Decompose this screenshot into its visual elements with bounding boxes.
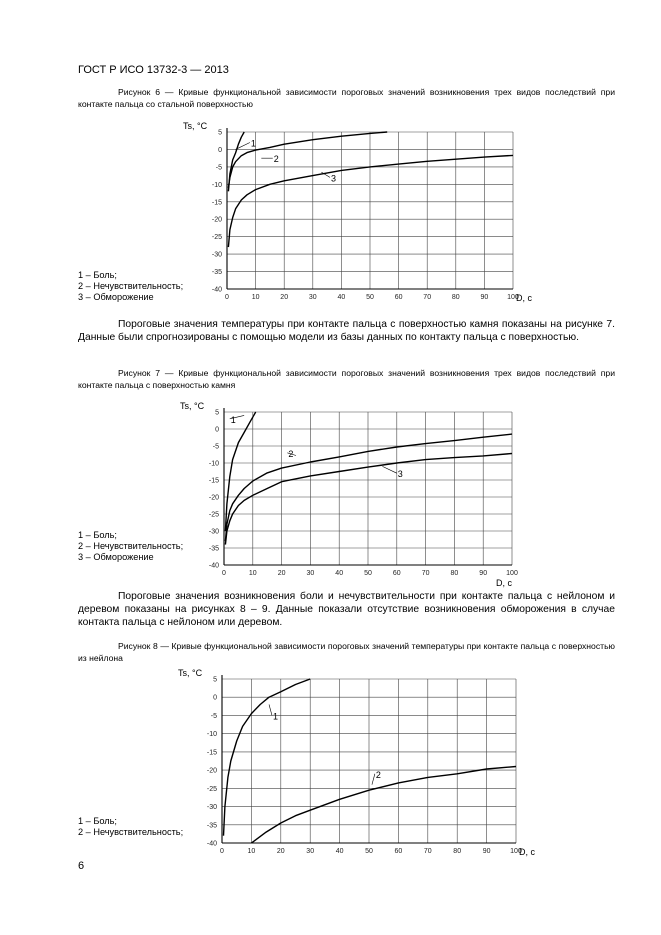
x-axis-label: D, c <box>496 578 513 588</box>
x-tick-label: 30 <box>306 848 315 855</box>
y-tick-label: -15 <box>211 199 222 207</box>
legend-item: 3 – Обморожение <box>78 552 154 563</box>
y-tick-label: -10 <box>206 731 217 739</box>
series-2-label: 2 <box>273 154 279 165</box>
figure-8-caption <box>78 641 615 664</box>
x-tick-label: 80 <box>453 848 462 855</box>
paragraph-2 <box>78 590 615 630</box>
y-tick-label: 5 <box>213 676 217 684</box>
legend-item: 1 – Боль; <box>78 816 117 826</box>
figure-7-chart <box>170 392 550 592</box>
legend-item: 1 – Боль; <box>78 530 117 540</box>
x-tick-label: 0 <box>220 848 224 855</box>
x-tick-label: 100 <box>507 294 519 301</box>
y-tick-label: -30 <box>211 251 222 259</box>
y-tick-label: -20 <box>206 767 217 775</box>
y-tick-label: -35 <box>206 822 217 830</box>
figure-6-caption-text: Рисунок 6 — Кривые функциональной зависимости пороговых значений возникновения трех видов последствий при контакте пальца со стальной поверхностью <box>78 87 615 109</box>
x-tick-label: 80 <box>451 294 460 301</box>
y-tick-label: -5 <box>210 712 217 720</box>
series-2-line <box>251 767 516 844</box>
x-tick-label: 60 <box>392 570 401 577</box>
y-tick-label: -25 <box>206 785 217 793</box>
x-tick-label: 70 <box>423 294 432 301</box>
y-tick-label: -35 <box>208 545 219 553</box>
series-1-label: 1 <box>250 138 256 149</box>
y-tick-label: -40 <box>206 840 217 848</box>
series-3-label: 3 <box>397 469 403 480</box>
paragraph-1-text: Пороговые значения температуры при контакте пальца с поверхностью камня показаны на рисунке 7. Данные были спрогнозированы с помощью модели из базы данных по контакту пальца с поверхностью. <box>78 319 615 344</box>
x-axis-label: D, c <box>519 847 536 857</box>
series-1-line <box>224 679 311 836</box>
figure-7-legend <box>78 530 183 564</box>
x-tick-label: 70 <box>423 848 432 855</box>
y-tick-label: -20 <box>208 494 219 502</box>
y-tick-label: -10 <box>211 181 222 189</box>
legend-item: 2 – Нечувствительность; <box>78 541 184 552</box>
y-tick-label: -15 <box>208 477 219 485</box>
series-1-label: 1 <box>272 711 278 722</box>
document-header: ГОСТ Р ИСО 13732-3 — 2013 <box>78 64 229 76</box>
x-tick-label: 90 <box>479 570 488 577</box>
series-2-label: 2 <box>375 769 381 780</box>
x-tick-label: 20 <box>276 848 285 855</box>
figure-8-legend <box>78 816 183 838</box>
x-tick-label: 40 <box>335 570 344 577</box>
y-axis-label: Ts, °C <box>180 401 205 411</box>
y-tick-label: -30 <box>208 528 219 536</box>
series-1-label: 1 <box>230 414 236 425</box>
series-3-leader <box>382 466 396 473</box>
series-3-label: 3 <box>330 173 336 184</box>
y-axis-label: Ts, °C <box>178 668 203 678</box>
y-tick-label: 5 <box>218 129 222 137</box>
x-tick-label: 100 <box>506 570 518 577</box>
legend-item: 2 – Нечувствительность; <box>78 281 184 292</box>
x-tick-label: 0 <box>225 294 229 301</box>
legend-item: 1 – Боль; <box>78 270 117 280</box>
x-axis-label: D, c <box>516 293 533 303</box>
y-tick-label: -5 <box>212 443 219 451</box>
x-tick-label: 0 <box>222 570 226 577</box>
x-tick-label: 10 <box>247 848 256 855</box>
x-tick-label: 10 <box>251 294 260 301</box>
y-tick-label: -15 <box>206 749 217 757</box>
y-tick-label: 0 <box>218 146 222 154</box>
figure-8-caption-text: Рисунок 8 — Кривые функциональной зависимости пороговых значений температуры при контакте пальца с поверхностью из нейлона <box>78 641 615 663</box>
x-tick-label: 50 <box>365 848 373 855</box>
series-1-leader <box>269 705 272 716</box>
series-3-line <box>228 155 513 247</box>
series-2-label: 2 <box>288 448 294 459</box>
y-tick-label: -20 <box>211 216 222 224</box>
x-tick-label: 50 <box>364 570 372 577</box>
figure-7-caption <box>78 368 615 391</box>
y-tick-label: -25 <box>208 511 219 519</box>
figure-6-caption <box>78 87 615 110</box>
y-tick-label: -25 <box>211 234 222 242</box>
series-2-leader <box>372 774 375 785</box>
y-axis-label: Ts, °C <box>183 121 208 131</box>
x-tick-label: 80 <box>450 570 459 577</box>
y-tick-label: -40 <box>208 562 219 570</box>
paragraph-2-text: Пороговые значения возникновения боли и нечувствительности при контакте пальца с нейлоном и деревом показаны на рисунках 8 – 9. Данные показали отсутствие возникновения обморожения в случае контакта пальца с нейлоном или деревом. <box>78 591 615 629</box>
x-tick-label: 40 <box>337 294 346 301</box>
y-tick-label: -30 <box>206 804 217 812</box>
x-tick-label: 60 <box>394 294 403 301</box>
x-tick-label: 20 <box>280 294 289 301</box>
y-tick-label: -40 <box>211 286 222 294</box>
x-tick-label: 70 <box>421 570 430 577</box>
x-tick-label: 30 <box>308 294 317 301</box>
x-tick-label: 100 <box>510 848 522 855</box>
y-tick-label: -5 <box>215 164 222 172</box>
figure-7-caption-text: Рисунок 7 — Кривые функциональной зависимости пороговых значений возникновения трех видов последствий при контакте пальца с поверхностью камня <box>78 368 615 390</box>
y-tick-label: -35 <box>211 269 222 277</box>
figure-8-chart <box>170 662 550 862</box>
x-tick-label: 60 <box>394 848 403 855</box>
legend-item: 2 – Нечувствительность; <box>78 827 184 838</box>
x-tick-label: 50 <box>366 294 374 301</box>
page-number: 6 <box>78 860 85 872</box>
y-tick-label: 0 <box>213 694 217 702</box>
y-tick-label: 5 <box>215 409 219 417</box>
figure-6-chart <box>170 112 550 312</box>
y-tick-label: -10 <box>208 460 219 468</box>
paragraph-1 <box>78 318 615 344</box>
x-tick-label: 20 <box>277 570 286 577</box>
x-tick-label: 90 <box>480 294 489 301</box>
y-tick-label: 0 <box>215 426 219 434</box>
figure-6-legend <box>78 270 183 304</box>
x-tick-label: 10 <box>248 570 257 577</box>
x-tick-label: 40 <box>335 848 344 855</box>
x-tick-label: 30 <box>306 570 315 577</box>
legend-item: 3 – Обморожение <box>78 292 154 303</box>
x-tick-label: 90 <box>482 848 491 855</box>
